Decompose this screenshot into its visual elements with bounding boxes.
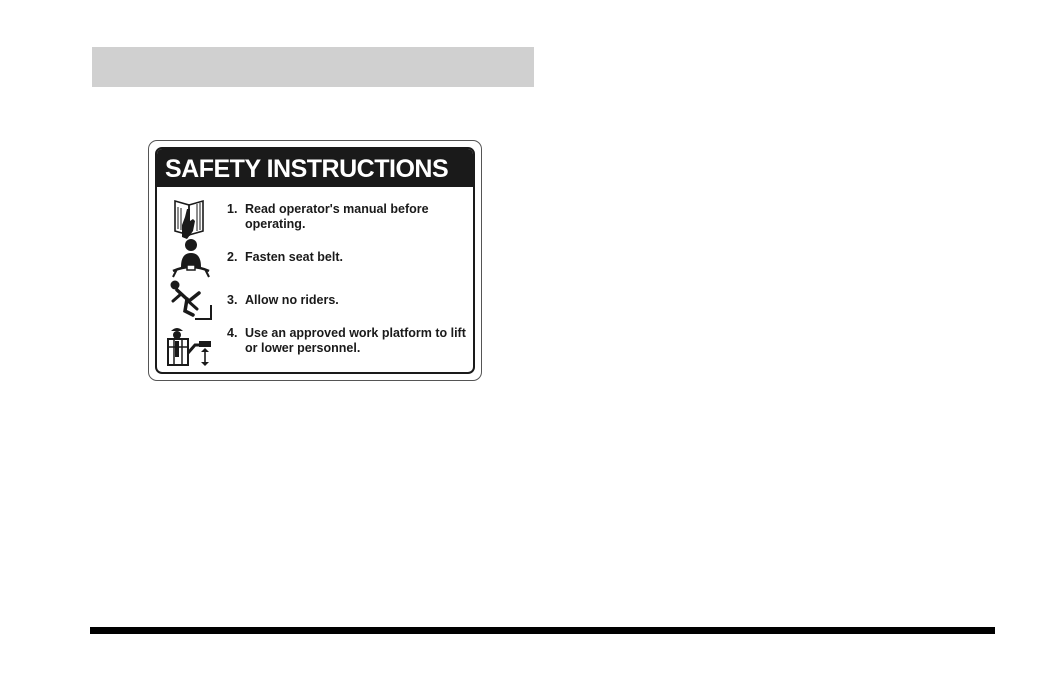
manual-book-icon	[165, 197, 217, 241]
decal-item-text: Allow no riders.	[245, 293, 339, 307]
section-header-bar	[92, 47, 534, 87]
safety-decal	[148, 140, 482, 381]
decal-item-number: 1.	[227, 202, 238, 216]
safety-decal-frame	[155, 147, 475, 374]
decal-item-number: 2.	[227, 250, 238, 264]
decal-item-text: Fasten seat belt.	[245, 250, 343, 264]
work-platform-icon	[165, 323, 217, 367]
decal-title: SAFETY INSTRUCTIONS	[157, 149, 473, 187]
decal-item-text: Read operator's manual before operating.	[245, 202, 429, 231]
decal-item-text: Use an approved work platform to lift or lower personnel.	[245, 326, 466, 355]
seat-belt-icon	[165, 237, 217, 281]
decal-item-number: 4.	[227, 326, 238, 340]
no-riders-icon	[165, 279, 217, 323]
decal-item-number: 3.	[227, 293, 238, 307]
bottom-rule	[90, 627, 995, 634]
